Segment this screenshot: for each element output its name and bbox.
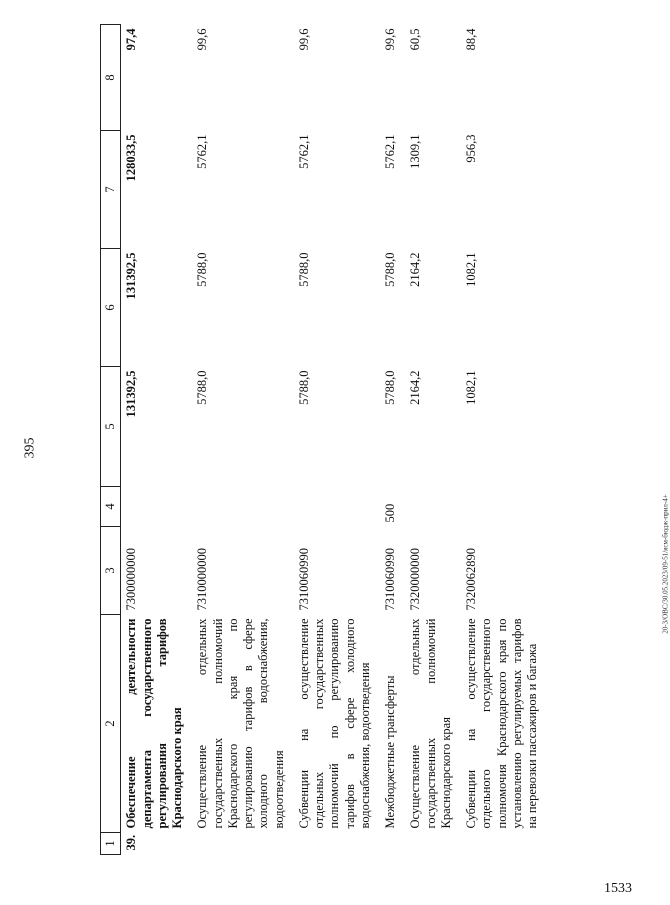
expense-type-cell xyxy=(293,487,379,527)
approved-amount-cell: 5788,0 xyxy=(195,370,210,405)
target-code-cell: 7320000000 xyxy=(408,548,423,611)
table-row xyxy=(404,25,460,855)
executed-amount-cell: 1309,1 xyxy=(408,134,423,169)
table-row xyxy=(293,25,379,855)
expense-type-cell xyxy=(460,487,546,527)
page-number: 395 xyxy=(22,437,38,459)
refined-amount-cell: 1082,1 xyxy=(464,252,478,287)
refined-amount-cell: 131392,5 xyxy=(124,252,139,300)
target-code-cell: 7310060990 xyxy=(383,548,397,611)
execution-percent-cell: 99,6 xyxy=(383,28,397,51)
row-name-cell: Обеспечение деятельности департамента государственного регулирования тарифов Краснодарского края xyxy=(124,618,184,829)
row-number-cell: 39. xyxy=(124,834,139,851)
column-header: 3 xyxy=(101,527,121,615)
executed-amount-cell: 5762,1 xyxy=(195,134,210,169)
row-name-cell: Субвенции на осуществление отдельного государственного полномочия Краснодарского края по установлению регулируемых тарифов на перевозки пассажиров и багажа xyxy=(464,618,539,829)
execution-percent-cell: 97,4 xyxy=(124,28,139,51)
row-number-cell xyxy=(293,833,379,855)
row-name-cell: Осуществление отдельных государственных полномочий Краснодарского края по регулированию тарифов в сфере холодного водоснабжения, водоотведения xyxy=(195,618,286,829)
sheet-number: 1533 xyxy=(604,881,632,896)
expense-type-cell xyxy=(191,487,293,527)
column-header: 1 xyxy=(101,833,121,855)
refined-amount-cell: 5788,0 xyxy=(296,252,311,287)
target-code-cell: 7300000000 xyxy=(124,548,139,611)
refined-amount-cell: 2164,2 xyxy=(408,252,423,287)
approved-amount-cell: 5788,0 xyxy=(383,370,397,405)
approved-amount-cell: 2164,2 xyxy=(408,370,423,405)
row-name-cell: Субвенции на осуществление отдельных государственных полномочий по регулированию тарифов в сфере холодного водоснабжения, водоотведения xyxy=(296,618,372,829)
execution-percent-cell: 88,4 xyxy=(464,28,478,51)
row-number-cell xyxy=(191,833,293,855)
execution-percent-cell: 99,6 xyxy=(195,28,210,51)
target-code-cell: 7320062890 xyxy=(464,548,478,611)
table-row xyxy=(121,25,192,855)
expense-type-cell: 500 xyxy=(383,503,397,523)
table-row xyxy=(460,25,546,855)
executed-amount-cell: 956,3 xyxy=(464,134,478,163)
table-row xyxy=(191,25,293,855)
expense-type-cell xyxy=(404,487,460,527)
execution-percent-cell: 99,6 xyxy=(296,28,311,51)
row-name-cell: Осуществление отдельных государственных полномочий Краснодарского края xyxy=(408,618,453,829)
table-row xyxy=(379,25,404,855)
executed-amount-cell: 128033,5 xyxy=(124,134,139,182)
row-number-cell xyxy=(379,833,404,855)
refined-amount-cell: 5788,0 xyxy=(195,252,210,287)
column-number-header xyxy=(101,25,121,855)
column-header: 8 xyxy=(101,25,121,131)
executed-amount-cell: 5762,1 xyxy=(383,134,397,169)
executed-amount-cell: 5762,1 xyxy=(296,134,311,169)
execution-percent-cell: 60,5 xyxy=(408,28,423,51)
column-header: 2 xyxy=(101,615,121,833)
row-number-cell xyxy=(460,833,546,855)
document-code: 20-3/ОВС/30.05.2023/09-51/ясм-бюдж-прил-4+ xyxy=(661,494,670,634)
row-name-cell: Межбюджетные трансферты xyxy=(383,675,397,829)
rotated-table-container xyxy=(100,25,600,855)
approved-amount-cell: 131392,5 xyxy=(124,370,139,418)
refined-amount-cell: 5788,0 xyxy=(383,252,397,287)
approved-amount-cell: 1082,1 xyxy=(464,370,478,405)
column-header: 7 xyxy=(101,131,121,249)
column-header: 6 xyxy=(101,249,121,367)
target-code-cell: 7310060990 xyxy=(296,548,311,611)
row-number-cell xyxy=(404,833,460,855)
target-code-cell: 7310000000 xyxy=(195,548,210,611)
column-header: 4 xyxy=(101,487,121,527)
budget-table xyxy=(100,24,546,855)
column-header: 5 xyxy=(101,367,121,487)
expense-type-cell xyxy=(121,487,192,527)
approved-amount-cell: 5788,0 xyxy=(296,370,311,405)
